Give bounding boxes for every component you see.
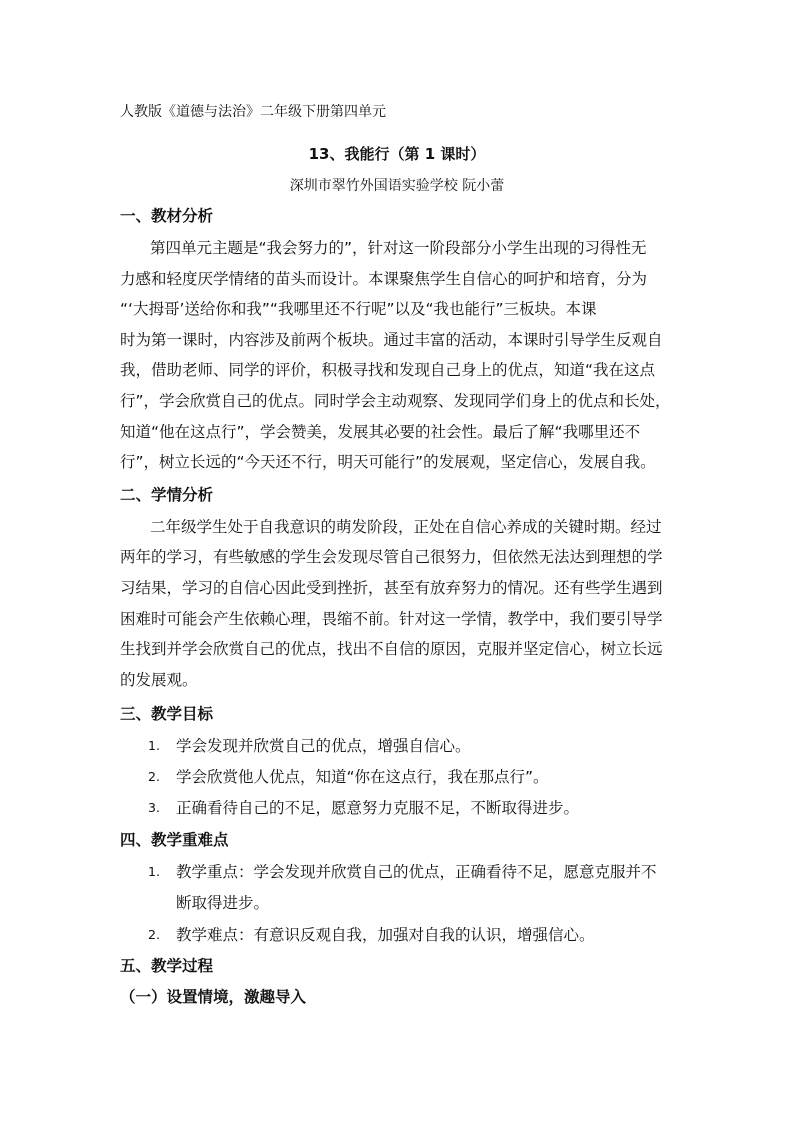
- subsection-heading: （一）设置情境，激趣导入: [120, 988, 307, 1006]
- section-heading-teaching-objectives: 三、教学目标: [120, 705, 214, 723]
- paragraph-line: 二年级学生处于自我意识的萌发阶段，正处在自信心养成的关键时期。经过: [150, 518, 662, 536]
- list-number: 1.: [148, 738, 160, 753]
- list-number: 1.: [148, 864, 160, 879]
- document-subtitle: 人教版《道德与法治》二年级下册第四单元: [120, 104, 386, 120]
- paragraph-line: 的发展观。: [120, 671, 198, 689]
- list-item-text: 学会欣赏他人优点，知道“你在这点行，我在那点行”。: [176, 768, 549, 786]
- list-number: 2.: [148, 927, 160, 942]
- section-heading-textbook-analysis: 一、教材分析: [120, 207, 214, 225]
- section-heading-key-difficult-points: 四、教学重难点: [120, 831, 229, 849]
- paragraph-line: 习结果，学习的自信心因此受到挫折，甚至有放弃努力的情况。还有些学生遇到: [120, 579, 663, 597]
- paragraph-line: 两年的学习，有些敏感的学生会发现尽管自己很努力，但依然无法达到理想的学: [120, 548, 663, 566]
- paragraph-line: 知道“他在这点行”，学会赞美，发展其必要的社会性。最后了解“我哪里还不: [120, 423, 641, 441]
- paragraph-line: 我，借助老师、同学的评价，积极寻找和发现自己身上的优点，知道“我在这点: [120, 361, 656, 379]
- section-heading-learner-analysis: 二、学情分析: [120, 486, 214, 504]
- list-number: 3.: [148, 800, 160, 815]
- paragraph-line: 第四单元主题是“我会努力的”，针对这一阶段部分小学生出现的习得性无: [150, 239, 647, 257]
- paragraph-line: 行”，树立长远的“今天还不行，明天可能行”的发展观，坚定信心，发展自我。: [120, 453, 656, 471]
- list-item-text: 正确看待自己的不足，愿意努力克服不足，不断取得进步。: [176, 799, 580, 817]
- paragraph-line: 困难时可能会产生依赖心理，畏缩不前。针对这一学情，教学中，我们要引导学: [120, 610, 663, 628]
- list-number: 2.: [148, 769, 160, 784]
- list-item-text: 教学难点：有意识反观自我，加强对自我的认识，增强信心。: [176, 926, 595, 944]
- lesson-title: 13、我能行（第 1 课时）: [308, 145, 486, 163]
- paragraph-line: “‘大拇哥’送给你和我”“我哪里还不行呢”以及“我也能行”三板块。本课: [120, 300, 597, 318]
- paragraph-line: 行”，学会欣赏自己的优点。同时学会主动观察、发现同学们身上的优点和长处，: [120, 392, 671, 410]
- paragraph-line: 力感和轻度厌学情绪的苗头而设计。本课聚焦学生自信心的呵护和培育，分为: [120, 270, 648, 288]
- list-item-text: 教学重点：学会发现并欣赏自己的优点，正确看待不足，愿意克服并不: [176, 863, 657, 881]
- list-item-continuation: 断取得进步。: [176, 894, 270, 912]
- paragraph-line: 生找到并学会欣赏自己的优点，找出不自信的原因，克服并坚定信心，树立长远: [120, 640, 663, 658]
- author-line: 深圳市翠竹外国语实验学校 阮小蕾: [289, 178, 505, 194]
- paragraph-line: 时为第一课时，内容涉及前两个板块。通过丰富的活动，本课时引导学生反观自: [120, 331, 663, 349]
- list-item-text: 学会发现并欣赏自己的优点，增强自信心。: [176, 737, 471, 755]
- section-heading-teaching-process: 五、教学过程: [120, 957, 214, 975]
